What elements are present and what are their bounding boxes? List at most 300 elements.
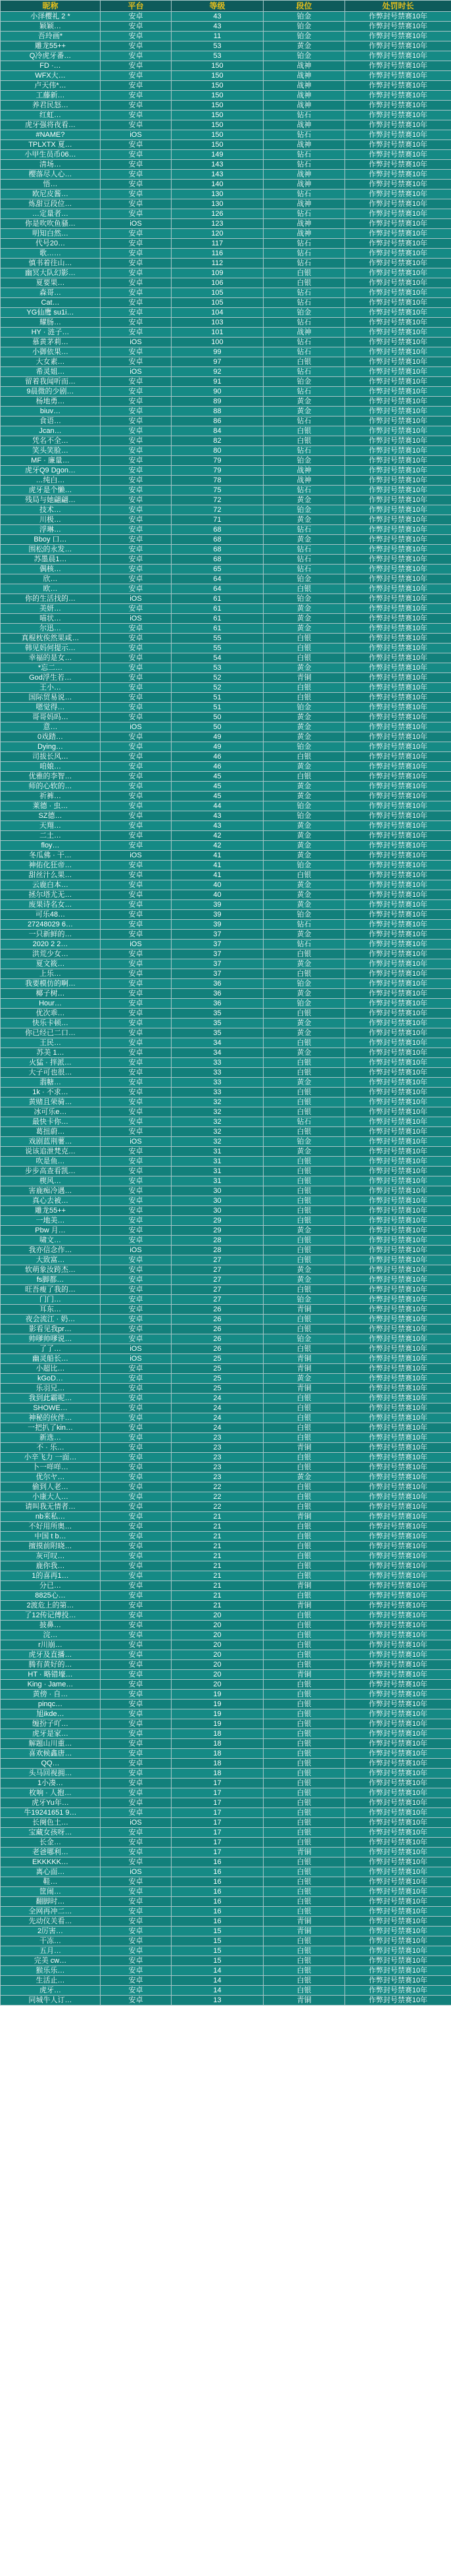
cell-nickname: 火猛 · 拌派… (1, 1058, 101, 1068)
cell-platform: 安卓 (101, 199, 172, 209)
cell-nickname: 0戏踏… (1, 732, 101, 742)
cell-level: 61 (172, 624, 264, 634)
cell-rank: 白银 (264, 1976, 345, 1986)
cell-rank: 白银 (264, 1127, 345, 1137)
cell-nickname: WFX大… (1, 71, 101, 81)
cell-level: 43 (172, 811, 264, 821)
cell-rank: 钻石 (264, 525, 345, 535)
table-row (1, 604, 451, 614)
cell-nickname: 王小… (1, 683, 101, 693)
cell-level: 79 (172, 456, 264, 466)
table-row (1, 545, 451, 555)
cell-nickname: 拯尔塔尤无… (1, 890, 101, 900)
cell-level: 15 (172, 1927, 264, 1936)
table-row (1, 693, 451, 703)
cell-platform: 安卓 (101, 752, 172, 762)
cell-platform: iOS (101, 219, 172, 229)
cell-nickname: 卢天伟*… (1, 81, 101, 91)
cell-level: 61 (172, 604, 264, 614)
cell-rank: 黄金 (264, 1374, 345, 1384)
cell-rank: 白银 (264, 1680, 345, 1690)
cell-nickname: 森哥… (1, 288, 101, 298)
cell-penalty: 作弊封号禁赛10年 (345, 545, 451, 555)
cell-platform: 安卓 (101, 1927, 172, 1936)
table-row (1, 1038, 451, 1048)
cell-platform: 安卓 (101, 160, 172, 170)
cell-penalty: 作弊封号禁赛10年 (345, 1769, 451, 1779)
cell-rank: 钻石 (264, 189, 345, 199)
table-row (1, 673, 451, 683)
cell-level: 126 (172, 209, 264, 219)
cell-rank: 白银 (264, 1887, 345, 1897)
cell-platform: 安卓 (101, 969, 172, 979)
cell-nickname: 帅嗲帅嗲说… (1, 1334, 101, 1344)
cell-nickname: 笑头笑脸… (1, 446, 101, 456)
table-row (1, 1196, 451, 1206)
cell-rank: 钻石 (264, 298, 345, 308)
cell-platform: 安卓 (101, 900, 172, 910)
cell-penalty: 作弊封号禁赛10年 (345, 1038, 451, 1048)
cell-level: 65 (172, 565, 264, 574)
cell-platform: 安卓 (101, 624, 172, 634)
cell-platform: iOS (101, 1137, 172, 1147)
cell-rank: 钻石 (264, 239, 345, 249)
cell-level: 29 (172, 1226, 264, 1236)
cell-nickname: 2厉害… (1, 1927, 101, 1936)
cell-rank: 铂金 (264, 377, 345, 387)
cell-nickname: 干冻… (1, 1936, 101, 1946)
cell-penalty: 作弊封号禁赛10年 (345, 1453, 451, 1463)
cell-penalty: 作弊封号禁赛10年 (345, 1157, 451, 1167)
cell-rank: 白银 (264, 1206, 345, 1216)
cell-level: 150 (172, 101, 264, 111)
cell-penalty: 作弊封号禁赛10年 (345, 397, 451, 407)
cell-platform: 安卓 (101, 1206, 172, 1216)
cell-rank: 黄金 (264, 1028, 345, 1038)
cell-nickname: 耀肠… (1, 318, 101, 328)
cell-level: 36 (172, 979, 264, 989)
table-row (1, 170, 451, 180)
header-rank: 段位 (264, 1, 345, 12)
cell-rank: 战神 (264, 199, 345, 209)
cell-rank: 白银 (264, 1690, 345, 1700)
cell-nickname: 快乐卡顿… (1, 1019, 101, 1028)
table-row (1, 1571, 451, 1581)
cell-nickname: 国际贸易说… (1, 693, 101, 703)
table-row (1, 367, 451, 377)
cell-level: 143 (172, 170, 264, 180)
cell-rank: 白银 (264, 1285, 345, 1295)
cell-rank: 黄金 (264, 841, 345, 851)
cell-level: 46 (172, 762, 264, 772)
cell-nickname: …纯白… (1, 476, 101, 486)
cell-level: 68 (172, 545, 264, 555)
cell-nickname: 红虹… (1, 111, 101, 120)
cell-penalty: 作弊封号禁赛10年 (345, 1522, 451, 1532)
cell-rank: 白银 (264, 1630, 345, 1640)
table-row (1, 1749, 451, 1759)
cell-rank: 战神 (264, 219, 345, 229)
cell-rank: 钻石 (264, 160, 345, 170)
cell-platform: 安卓 (101, 1502, 172, 1512)
cell-penalty: 作弊封号禁赛10年 (345, 51, 451, 61)
cell-nickname: 代号20… (1, 239, 101, 249)
cell-nickname: 浮琳… (1, 525, 101, 535)
cell-level: 18 (172, 1759, 264, 1769)
table-row (1, 1275, 451, 1285)
cell-level: 117 (172, 239, 264, 249)
cell-penalty: 作弊封号禁赛10年 (345, 1167, 451, 1176)
cell-level: 36 (172, 989, 264, 999)
cell-platform: 安卓 (101, 417, 172, 426)
cell-nickname: 软萌象汝跨杰… (1, 1265, 101, 1275)
table-row (1, 1542, 451, 1552)
cell-level: 97 (172, 357, 264, 367)
cell-platform: 安卓 (101, 1680, 172, 1690)
cell-rank: 白银 (264, 1956, 345, 1966)
cell-nickname: King · Jame… (1, 1680, 101, 1690)
cell-platform: 安卓 (101, 1078, 172, 1088)
cell-platform: 安卓 (101, 189, 172, 199)
cell-penalty: 作弊封号禁赛10年 (345, 782, 451, 792)
cell-penalty: 作弊封号禁赛10年 (345, 1788, 451, 1798)
cell-platform: 安卓 (101, 1048, 172, 1058)
cell-platform: 安卓 (101, 742, 172, 752)
cell-penalty: 作弊封号禁赛10年 (345, 1492, 451, 1502)
cell-rank: 白银 (264, 1058, 345, 1068)
cell-nickname: 小泽樱礼 2 * (1, 12, 101, 22)
cell-rank: 青铜 (264, 1927, 345, 1936)
cell-nickname: 旭ikde… (1, 1709, 101, 1719)
cell-penalty: 作弊封号禁赛10年 (345, 41, 451, 51)
cell-penalty: 作弊封号禁赛10年 (345, 614, 451, 624)
cell-rank: 铂金 (264, 505, 345, 515)
cell-platform: 安卓 (101, 1690, 172, 1700)
cell-rank: 黄金 (264, 1265, 345, 1275)
cell-platform: 安卓 (101, 1285, 172, 1295)
cell-penalty: 作弊封号禁赛10年 (345, 219, 451, 229)
table-row (1, 683, 451, 693)
cell-level: 15 (172, 1936, 264, 1946)
cell-level: 24 (172, 1394, 264, 1403)
table-row (1, 1009, 451, 1019)
table-row (1, 1453, 451, 1463)
cell-level: 105 (172, 288, 264, 298)
cell-level: 32 (172, 1117, 264, 1127)
cell-platform: 安卓 (101, 1956, 172, 1966)
cell-rank: 白银 (264, 1344, 345, 1354)
cell-rank: 青铜 (264, 1443, 345, 1453)
table-body (1, 12, 451, 2006)
cell-level: 51 (172, 693, 264, 703)
table-row (1, 1344, 451, 1354)
header-row (1, 1, 451, 12)
table-row (1, 426, 451, 436)
cell-nickname: 长金… (1, 1838, 101, 1848)
table-row (1, 268, 451, 278)
table-row (1, 574, 451, 584)
cell-platform: 安卓 (101, 1670, 172, 1680)
cell-nickname: 楔风… (1, 1176, 101, 1186)
cell-platform: 安卓 (101, 831, 172, 841)
cell-penalty: 作弊封号禁赛10年 (345, 555, 451, 565)
table-row (1, 436, 451, 446)
cell-nickname: EKKKKK… (1, 1857, 101, 1867)
cell-nickname: 苏墨晨1… (1, 555, 101, 565)
cell-rank: 白银 (264, 1492, 345, 1502)
table-row (1, 1295, 451, 1305)
cell-platform: 安卓 (101, 861, 172, 871)
cell-rank: 白银 (264, 1828, 345, 1838)
cell-platform: 安卓 (101, 673, 172, 683)
cell-platform: 安卓 (101, 32, 172, 41)
table-row (1, 1897, 451, 1907)
table-row (1, 456, 451, 466)
cell-rank: 白银 (264, 1423, 345, 1433)
cell-platform: 安卓 (101, 713, 172, 722)
cell-rank: 钻石 (264, 555, 345, 565)
cell-level: 104 (172, 308, 264, 318)
cell-penalty: 作弊封号禁赛10年 (345, 1246, 451, 1255)
cell-nickname: 炼甜豆段位… (1, 199, 101, 209)
cell-platform: 安卓 (101, 1976, 172, 1986)
cell-nickname: HT · 略错壕… (1, 1670, 101, 1680)
cell-rank: 青铜 (264, 673, 345, 683)
cell-nickname: 五月… (1, 1946, 101, 1956)
cell-penalty: 作弊封号禁赛10年 (345, 101, 451, 111)
cell-platform: 安卓 (101, 653, 172, 663)
cell-nickname: HY · 涟子… (1, 328, 101, 338)
cell-nickname: 司拔长风… (1, 752, 101, 762)
cell-platform: 安卓 (101, 397, 172, 407)
cell-rank: 白银 (264, 1897, 345, 1907)
cell-nickname: 咱娘… (1, 762, 101, 772)
table-row (1, 772, 451, 782)
header-level: 等级 (172, 1, 264, 12)
table-row (1, 1808, 451, 1818)
cell-platform: 安卓 (101, 979, 172, 989)
table-row (1, 1670, 451, 1680)
cell-level: 130 (172, 189, 264, 199)
cell-platform: 安卓 (101, 1719, 172, 1729)
cell-penalty: 作弊封号禁赛10年 (345, 61, 451, 71)
cell-rank: 钻石 (264, 367, 345, 377)
cell-penalty: 作弊封号禁赛10年 (345, 288, 451, 298)
cell-nickname: 乐羽兄… (1, 1384, 101, 1394)
cell-level: 17 (172, 1788, 264, 1798)
cell-penalty: 作弊封号禁赛10年 (345, 673, 451, 683)
cell-nickname: fs脚都… (1, 1275, 101, 1285)
cell-level: 84 (172, 426, 264, 436)
table-row (1, 495, 451, 505)
cell-platform: 安卓 (101, 278, 172, 288)
table-row (1, 1640, 451, 1650)
cell-penalty: 作弊封号禁赛10年 (345, 999, 451, 1009)
table-row (1, 722, 451, 732)
cell-rank: 铂金 (264, 811, 345, 821)
cell-nickname: 祈裤… (1, 792, 101, 801)
table-row (1, 1403, 451, 1413)
cell-platform: 安卓 (101, 120, 172, 130)
cell-rank: 黄金 (264, 41, 345, 51)
cell-rank: 白银 (264, 1325, 345, 1334)
cell-level: 45 (172, 782, 264, 792)
cell-platform: 安卓 (101, 949, 172, 959)
cell-penalty: 作弊封号禁赛10年 (345, 1325, 451, 1334)
cell-penalty: 作弊封号禁赛10年 (345, 1808, 451, 1818)
cell-rank: 铂金 (264, 308, 345, 318)
cell-level: 19 (172, 1709, 264, 1719)
table-row (1, 1384, 451, 1394)
cell-platform: 安卓 (101, 1946, 172, 1956)
cell-level: 150 (172, 120, 264, 130)
cell-penalty: 作弊封号禁赛10年 (345, 81, 451, 91)
cell-penalty: 作弊封号禁赛10年 (345, 535, 451, 545)
cell-level: 34 (172, 1048, 264, 1058)
table-row (1, 1660, 451, 1670)
cell-penalty: 作弊封号禁赛10年 (345, 1413, 451, 1423)
cell-penalty: 作弊封号禁赛10年 (345, 1591, 451, 1601)
cell-level: 19 (172, 1690, 264, 1700)
cell-rank: 战神 (264, 140, 345, 150)
cell-platform: 安卓 (101, 703, 172, 713)
cell-nickname: 雕龙55++ (1, 1206, 101, 1216)
cell-platform: 安卓 (101, 792, 172, 801)
table-row (1, 288, 451, 298)
table-row (1, 1581, 451, 1591)
cell-rank: 白银 (264, 426, 345, 436)
cell-level: 78 (172, 476, 264, 486)
table-row (1, 387, 451, 397)
cell-platform: 安卓 (101, 782, 172, 792)
cell-platform: 安卓 (101, 1315, 172, 1325)
cell-level: 37 (172, 949, 264, 959)
cell-level: 91 (172, 377, 264, 387)
cell-penalty: 作弊封号禁赛10年 (345, 1236, 451, 1246)
cell-level: 72 (172, 495, 264, 505)
cell-nickname: 慎书着往山… (1, 259, 101, 268)
cell-platform: 安卓 (101, 268, 172, 278)
cell-platform: 安卓 (101, 1571, 172, 1581)
cell-platform: 安卓 (101, 574, 172, 584)
cell-level: 20 (172, 1640, 264, 1650)
cell-nickname: YG仙鹰 su1i… (1, 308, 101, 318)
table-row (1, 969, 451, 979)
cell-platform: 安卓 (101, 1334, 172, 1344)
table-row (1, 466, 451, 476)
cell-platform: 安卓 (101, 1630, 172, 1640)
cell-penalty: 作弊封号禁赛10年 (345, 1907, 451, 1917)
cell-nickname: 二土… (1, 831, 101, 841)
cell-nickname: 分已… (1, 1581, 101, 1591)
cell-nickname: 川极… (1, 515, 101, 525)
cell-platform: 安卓 (101, 1601, 172, 1611)
cell-nickname: 1k · 不求… (1, 1088, 101, 1098)
table-row (1, 1779, 451, 1788)
cell-rank: 白银 (264, 1552, 345, 1561)
cell-nickname: Cat… (1, 298, 101, 308)
table-row (1, 1690, 451, 1700)
table-row (1, 298, 451, 308)
table-row (1, 1680, 451, 1690)
cell-level: 99 (172, 347, 264, 357)
cell-rank: 战神 (264, 170, 345, 180)
cell-rank: 铂金 (264, 51, 345, 61)
cell-nickname: 悟… (1, 180, 101, 189)
cell-penalty: 作弊封号禁赛10年 (345, 1423, 451, 1433)
cell-level: 11 (172, 32, 264, 41)
cell-penalty: 作弊封号禁赛10年 (345, 1058, 451, 1068)
cell-platform: 安卓 (101, 387, 172, 397)
cell-rank: 青铜 (264, 1305, 345, 1315)
table-row (1, 308, 451, 318)
cell-platform: 安卓 (101, 1591, 172, 1601)
cell-penalty: 作弊封号禁赛10年 (345, 495, 451, 505)
cell-nickname: 小超比… (1, 1364, 101, 1374)
cell-penalty: 作弊封号禁赛10年 (345, 1305, 451, 1315)
table-row (1, 1867, 451, 1877)
cell-rank: 黄金 (264, 890, 345, 900)
cell-penalty: 作弊封号禁赛10年 (345, 466, 451, 476)
cell-level: 14 (172, 1966, 264, 1976)
cell-rank: 白银 (264, 1482, 345, 1492)
cell-penalty: 作弊封号禁赛10年 (345, 604, 451, 614)
cell-rank: 黄金 (264, 821, 345, 831)
cell-platform: 安卓 (101, 1966, 172, 1976)
table-row (1, 1492, 451, 1502)
cell-nickname: 夏要果… (1, 278, 101, 288)
cell-platform: 安卓 (101, 1660, 172, 1670)
cell-nickname: 嗯觉得… (1, 703, 101, 713)
cell-penalty: 作弊封号禁赛10年 (345, 180, 451, 189)
cell-level: 18 (172, 1739, 264, 1749)
table-row (1, 1966, 451, 1976)
cell-rank: 铂金 (264, 861, 345, 871)
table-row (1, 1423, 451, 1433)
cell-level: 16 (172, 1907, 264, 1917)
cell-penalty: 作弊封号禁赛10年 (345, 1936, 451, 1946)
cell-penalty: 作弊封号禁赛10年 (345, 1601, 451, 1611)
cell-rank: 白银 (264, 1877, 345, 1887)
table-row (1, 861, 451, 871)
cell-nickname: nb来私… (1, 1512, 101, 1522)
cell-level: 27 (172, 1295, 264, 1305)
cell-nickname: 莱德 · 虫… (1, 801, 101, 811)
cell-nickname: 1小凑… (1, 1779, 101, 1788)
cell-penalty: 作弊封号禁赛10年 (345, 417, 451, 426)
cell-rank: 战神 (264, 466, 345, 476)
cell-rank: 战神 (264, 476, 345, 486)
cell-penalty: 作弊封号禁赛10年 (345, 871, 451, 880)
table-row (1, 1522, 451, 1532)
cell-platform: 安卓 (101, 989, 172, 999)
cell-rank: 白银 (264, 1611, 345, 1621)
cell-nickname: 虎牙是个懒… (1, 486, 101, 495)
table-row (1, 1226, 451, 1236)
cell-level: 45 (172, 792, 264, 801)
cell-level: 26 (172, 1344, 264, 1354)
cell-nickname: 大子可也很… (1, 1068, 101, 1078)
cell-penalty: 作弊封号禁赛10年 (345, 713, 451, 722)
cell-nickname: 你是吹吹鱼骚… (1, 219, 101, 229)
cell-rank: 黄金 (264, 713, 345, 722)
cell-platform: iOS (101, 1246, 172, 1255)
cell-rank: 铂金 (264, 910, 345, 920)
cell-penalty: 作弊封号禁赛10年 (345, 1009, 451, 1019)
cell-penalty: 作弊封号禁赛10年 (345, 910, 451, 920)
cell-penalty: 作弊封号禁赛10年 (345, 1532, 451, 1542)
cell-platform: 安卓 (101, 1098, 172, 1107)
